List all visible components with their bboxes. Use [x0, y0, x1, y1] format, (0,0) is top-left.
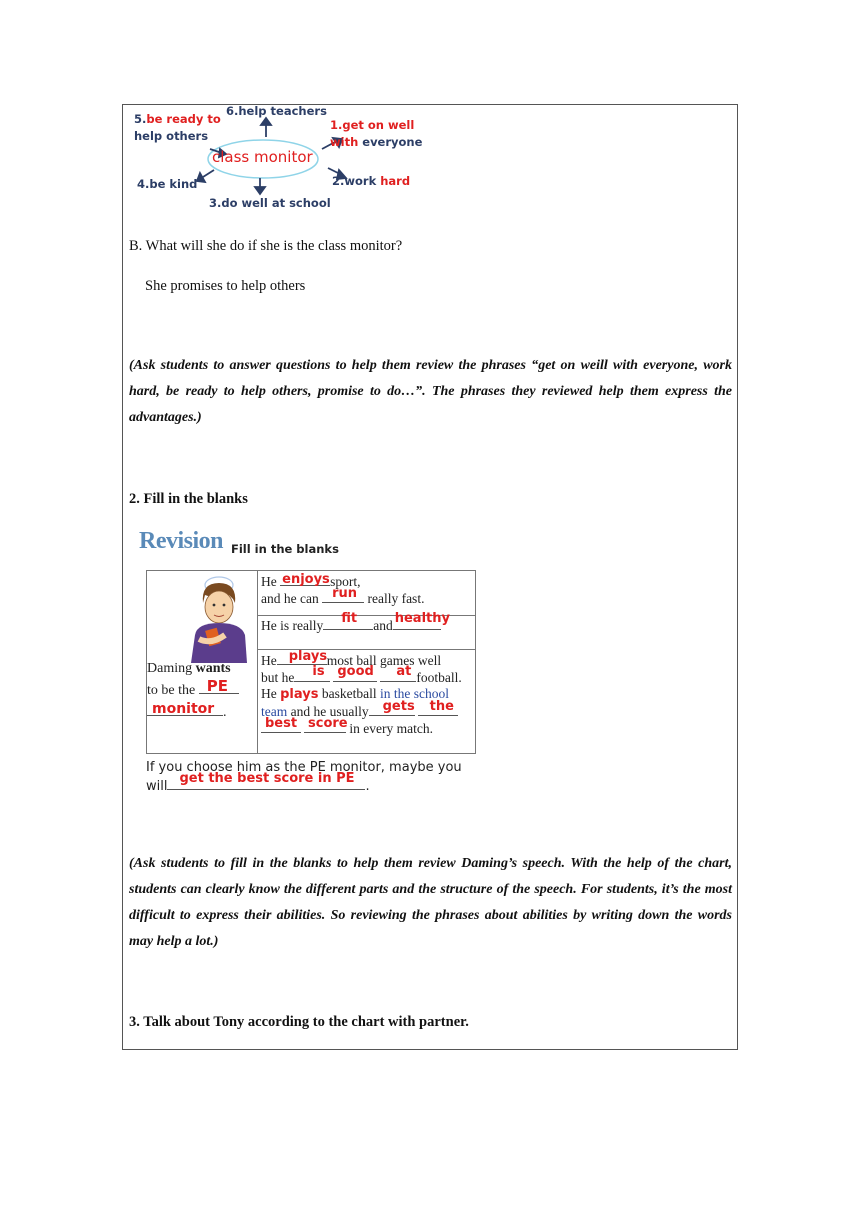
answer-best: best	[265, 716, 298, 731]
answer-gets: gets	[382, 699, 415, 714]
section-3-heading: 3. Talk about Tony according to the chart with partner.	[129, 1014, 469, 1030]
mindmap-center: class monitor	[212, 148, 313, 166]
revision-subtitle: Fill in the blanks	[231, 542, 339, 556]
section-2-heading: 2. Fill in the blanks	[129, 491, 248, 507]
row3-line3: He plays basketball in the school	[261, 686, 449, 702]
left-caption-line2: to be the PE	[147, 681, 239, 699]
revision-title: Revision	[139, 528, 224, 554]
answer-b: She promises to help others	[145, 278, 306, 294]
question-b: B. What will she do if she is the class monitor?	[129, 238, 403, 254]
answer-plays-1: plays	[288, 649, 328, 664]
answer-the: the	[429, 699, 454, 714]
answer-score: score	[308, 716, 348, 731]
answer-good: good	[337, 664, 374, 679]
answer-run: run	[332, 586, 358, 601]
row3-line2: but he is good at football.	[261, 664, 462, 685]
row1-line2: and he can run really fast.	[261, 586, 425, 606]
teacher-note-2: (Ask students to fill in the blanks to help them review Daming’s speech. With the help of the chart, students can clearly know the different parts and the structure of the speech. For students, it’s the most difficult to express their abilities. So reviewing the phrases about abilities by writing down the words may help a lot.)	[129, 856, 732, 949]
mindmap-item-3: 3.do well at school	[209, 196, 331, 210]
mindmap-item-2: 2.work hard	[332, 174, 411, 188]
mindmap-item-6: 6.help teachers	[226, 104, 327, 118]
mindmap-item-5: 5.be ready to	[134, 112, 221, 126]
row2: He is really fit and healthy	[261, 611, 450, 633]
row3-line5: best score in every match.	[261, 720, 433, 737]
mindmap-item-1: 1.get on well	[330, 118, 415, 132]
daming-illustration	[177, 573, 257, 663]
row3-line4: team and he usually gets the	[261, 703, 458, 720]
answer-plays-2: plays	[280, 687, 319, 702]
answer-at: at	[396, 664, 412, 679]
answer-monitor: monitor	[152, 701, 215, 717]
bottom-sentence-line1: If you choose him as the PE monitor, maybe you	[146, 760, 462, 775]
mindmap-item-4: 4.be kind	[137, 177, 198, 191]
row1-line1: He enjoys sport,	[261, 572, 361, 589]
answer-get-best-score: get the best score in PE	[179, 771, 355, 786]
fill-table	[146, 570, 476, 754]
answer-healthy: healthy	[394, 611, 450, 626]
left-caption-line3: monitor .	[147, 703, 227, 721]
bottom-sentence-line2: will get the best score in PE .	[146, 771, 370, 794]
answer-fit: fit	[341, 611, 358, 626]
mindmap-item-1-line2: with everyone	[330, 135, 423, 149]
row3-line1: He plays most ball games well	[261, 649, 442, 668]
answer-is: is	[312, 664, 325, 679]
left-caption-line1: Daming wants	[147, 661, 231, 676]
answer-enjoys: enjoys	[282, 572, 330, 587]
answer-pe: PE	[206, 677, 228, 695]
teacher-note-1: (Ask students to answer questions to help them review the phrases “get on weill with everyone, work hard, be ready to help others, promise to do…”. The phrases they reviewed help them express the advantages.)	[129, 358, 732, 425]
mindmap-item-5-line2: help others	[134, 129, 209, 143]
